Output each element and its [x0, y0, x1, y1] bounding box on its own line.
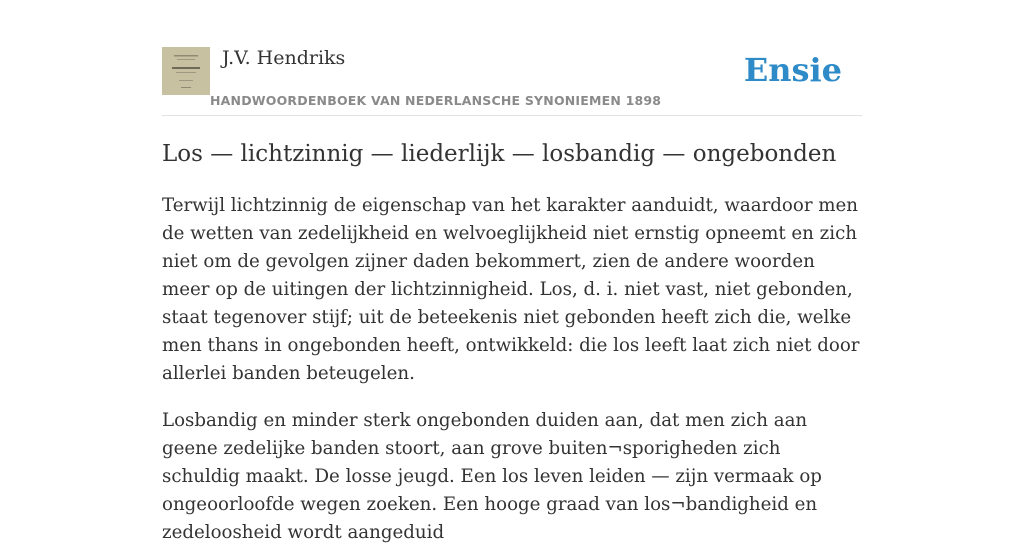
header-divider [162, 115, 862, 116]
article [162, 138, 862, 547]
source-title[interactable]: HANDWOORDENBOEK VAN NEDERLANSCHE SYNONIEMEN 1898 [210, 93, 662, 108]
brand-logo[interactable]: Ensie [743, 51, 842, 89]
paragraph: Losbandig en minder sterk ongebonden duiden aan, dat men zich aan geene zedelijke banden stoort, aan grove buiten¬sporigheden zich schuldig maakt. De losse jeugd. Een los leven leiden — zijn vermaak op ongeoorloofde wegen zoeken. Een hooge graad van los¬bandigheid en zedeloosheid wordt aangeduid [162, 410, 822, 543]
book-cover-icon [162, 47, 210, 95]
page-title: Los — lichtzinnig — liederlijk — losbandig — ongebonden [162, 141, 837, 167]
paragraph: Terwijl lichtzinnig de eigenschap van het karakter aanduidt, waardoor men de wetten van zedelijkheid en welvoeglijkheid niet ernstig opneemt en zich niet om de gevolgen zijner daden bekommert, zien de andere woorden meer op de uitingen der lichtzinnigheid. Los, d. i. niet vast, niet gebonden, staat tegenover stijf; uit de beteekenis niet gebonden heeft zich die, welke men thans in ongebonden heeft, ontwikkeld: die los leeft laat zich niet door allerlei banden beteugelen. [162, 195, 860, 384]
header [162, 44, 862, 116]
author-name[interactable]: J.V. Hendriks [222, 47, 346, 69]
avatar[interactable] [162, 47, 210, 95]
